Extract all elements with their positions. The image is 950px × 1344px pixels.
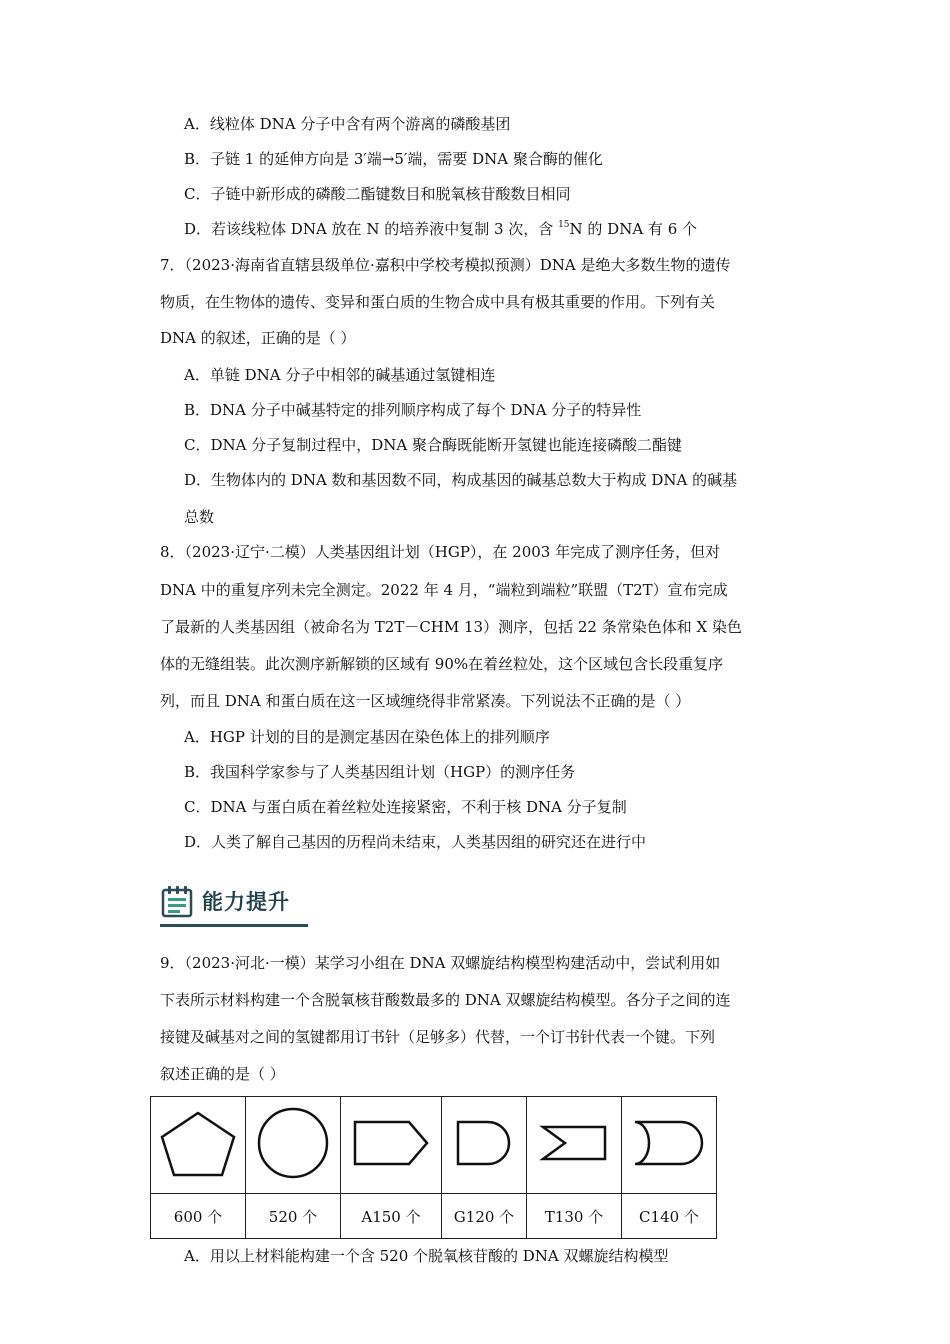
material-cell-circle (246, 1097, 341, 1194)
q7-option-c: C．DNA 分子复制过程中，DNA 聚合酶既能断开氢键也能连接磷酸二酯键 (184, 436, 682, 454)
arrow-block-icon (351, 1118, 431, 1168)
section-heading (160, 884, 308, 928)
material-cell-pentagon (151, 1097, 246, 1194)
circle-icon (253, 1103, 333, 1183)
d-block-icon (452, 1118, 516, 1168)
q6-option-b: B．子链 1 的延伸方向是 3′端→5′端，需要 DNA 聚合酶的催化 (184, 150, 603, 168)
materials-table (150, 1096, 717, 1239)
q7-option-a: A．单链 DNA 分子中相邻的碱基通过氢键相连 (184, 366, 496, 384)
material-count: T130 个 (527, 1194, 622, 1239)
q9-stem-line-1: 9．（2023·河北·一模）某学习小组在 DNA 双螺旋结构模型构建活动中，尝试利用如 (160, 954, 721, 972)
q7-option-d: D．生物体内的 DNA 数和基因数不同，构成基因的碱基总数大于构成 DNA 的碱基 (184, 471, 738, 489)
material-cell-reverse-d-block (622, 1097, 717, 1194)
section-title: 能力提升 (202, 890, 290, 914)
q7-stem-line-2: 物质，在生物体的遗传、变异和蛋白质的生物合成中具有极其重要的作用。下列有关 (160, 293, 716, 311)
q8-option-c: C．DNA 与蛋白质在着丝粒处连接紧密，不利于核 DNA 分子复制 (184, 798, 627, 816)
section-underline (160, 924, 308, 927)
q7-option-b: B．DNA 分子中碱基特定的排列顺序构成了每个 DNA 分子的特异性 (184, 401, 642, 419)
material-cell-notch-block (527, 1097, 622, 1194)
q8-stem-line-4: 体的无缝组装。此次测序新解锁的区域有 90%在着丝粒处，这个区域包含长段重复序 (160, 655, 724, 673)
reverse-d-block-icon (631, 1118, 707, 1168)
material-count: C140 个 (622, 1194, 717, 1239)
q9-stem-line-2: 下表所示材料构建一个含脱氧核苷酸数最多的 DNA 双螺旋结构模型。各分子之间的连 (160, 991, 731, 1009)
q9-stem-line-4: 叙述正确的是（ ） (160, 1065, 285, 1083)
q7-stem-line-1: 7．（2023·海南省直辖县级单位·嘉积中学校考模拟预测）DNA 是绝大多数生物的遗传 (160, 256, 731, 274)
q9-stem-line-3: 接键及碱基对之间的氢键都用订书针（足够多）代替，一个订书针代表一个键。下列 (160, 1028, 716, 1046)
notch-block-icon (539, 1123, 609, 1163)
material-count: 520 个 (246, 1194, 341, 1239)
material-count: G120 个 (442, 1194, 527, 1239)
q6-option-d: D．若该线粒体 DNA 放在 N 的培养液中复制 3 次，含 $^{15}$N 的 DNA 有 6 个 (184, 220, 698, 238)
material-cell-arrow-block (341, 1097, 442, 1194)
q6-option-c: C．子链中新形成的磷酸二酯键数目和脱氧核苷酸数目相同 (184, 185, 571, 203)
q7-option-d-continued: 总数 (184, 508, 215, 526)
q9-option-a: A．用以上材料能构建一个含 520 个脱氧核苷酸的 DNA 双螺旋结构模型 (184, 1247, 669, 1265)
notebook-icon (160, 884, 196, 920)
pentagon-icon (158, 1107, 238, 1179)
material-count: 600 个 (151, 1194, 246, 1239)
material-cell-d-block (442, 1097, 527, 1194)
q8-stem-line-5: 列，而且 DNA 和蛋白质在这一区域缠绕得非常紧凑。下列说法不正确的是（ ） (160, 692, 691, 710)
q6-option-a: A．线粒体 DNA 分子中含有两个游离的磷酸基团 (184, 115, 511, 133)
q8-stem-line-1: 8．（2023·辽宁·二模）人类基因组计划（HGP），在 2003 年完成了测序任务，但对 (160, 543, 721, 561)
q8-stem-line-3: 了最新的人类基因组（被命名为 T2T－CHM 13）测序，包括 22 条常染色体和 X 染色 (160, 618, 742, 636)
q8-stem-line-2: DNA 中的重复序列未完全测定。2022 年 4 月，“端粒到端粒”联盟（T2T）宣布完成 (160, 581, 728, 599)
q8-option-d: D．人类了解自己基因的历程尚未结束，人类基因组的研究还在进行中 (184, 833, 647, 851)
q8-option-a: A．HGP 计划的目的是测定基因在染色体上的排列顺序 (184, 728, 550, 746)
q8-option-b: B．我国科学家参与了人类基因组计划（HGP）的测序任务 (184, 763, 576, 781)
material-count: A150 个 (341, 1194, 442, 1239)
q7-stem-line-3: DNA 的叙述，正确的是（ ） (160, 329, 356, 347)
